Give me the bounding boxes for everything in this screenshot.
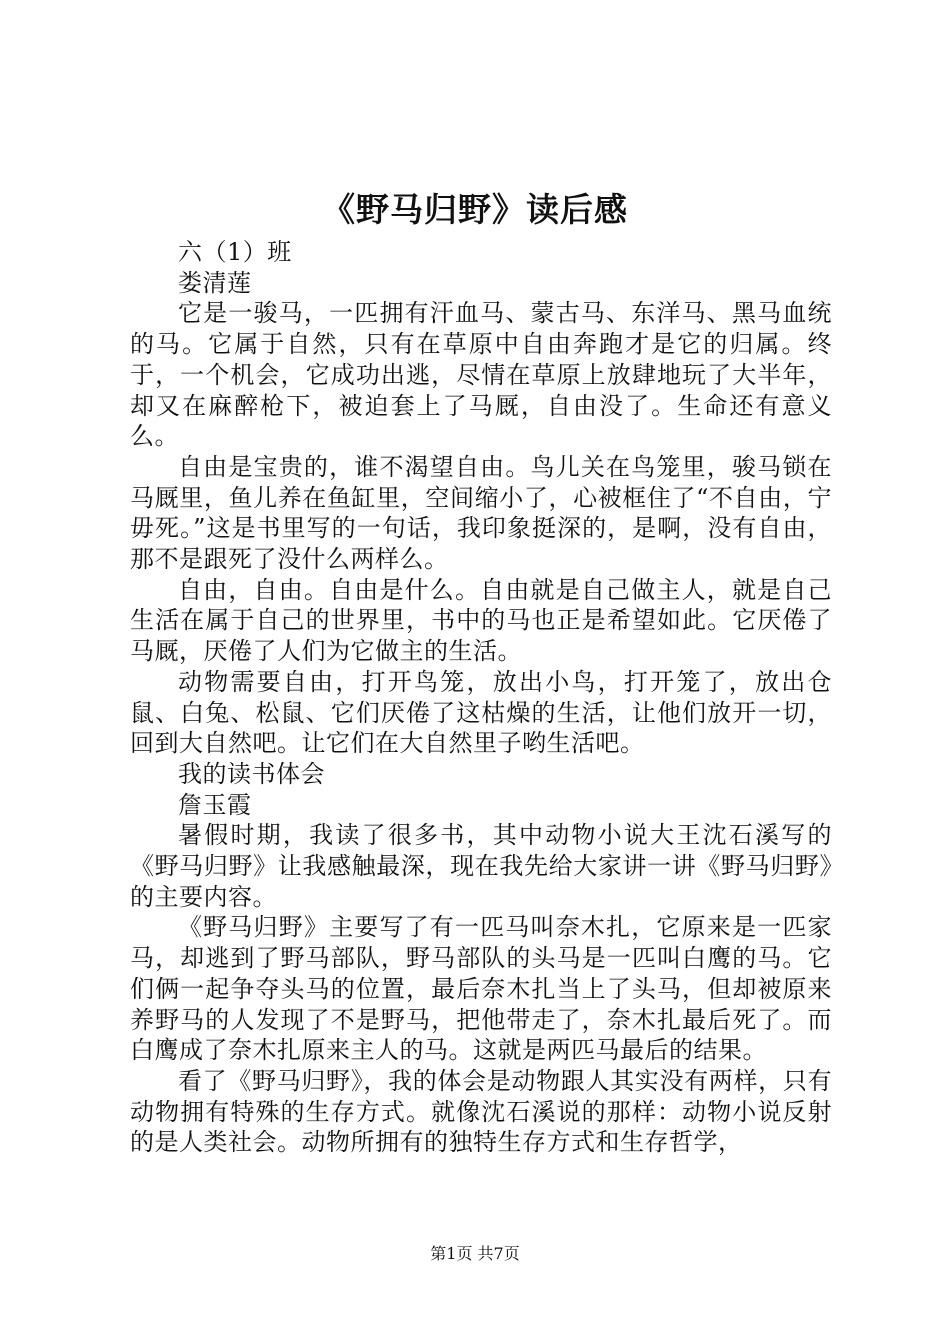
document-body <box>130 237 832 1158</box>
paragraph: 暑假时期，我读了很多书，其中动物小说大王沈石溪写的《野马归野》让我感触最深，现在我先给大家讲一讲《野马归野》的主要内容。 <box>130 821 832 911</box>
author-name: 詹玉霞 <box>178 790 252 819</box>
author-name: 娄清莲 <box>178 268 252 297</box>
paragraph: 自由，自由。自由是什么。自由就是自己做主人，就是自己生活在属于自己的世界里，书中的马也正是希望如此。它厌倦了马厩，厌倦了人们为它做主的生活。 <box>130 575 832 666</box>
paragraph: 自由是宝贵的，谁不渴望自由。鸟儿关在鸟笼里，骏马锁在马厩里，鱼儿养在鱼缸里，空间缩小了，心被框住了“不自由，宁毋死。”这是书里写的一句话，我印象挺深的，是啊，没有自由，那不是跟死了没什么两样么。 <box>130 452 832 574</box>
document-title: 《野马归野》读后感 <box>322 190 628 229</box>
section-heading: 我的读书体会 <box>178 759 325 788</box>
paragraph: 看了《野马归野》，我的体会是动物跟人其实没有两样，只有动物拥有特殊的生存方式。就像沈石溪说的那样：动物小说反射的是人类社会。动物所拥有的独特生存方式和生存哲学， <box>130 1066 832 1157</box>
class-label: 六（1）班 <box>178 238 292 266</box>
page-number-footer: 第1页 共7页 <box>430 1244 520 1263</box>
paragraph: 动物需要自由，打开鸟笼，放出小鸟，打开笼了，放出仓鼠、白兔、松鼠、它们厌倦了这枯燥的生活，让他们放开一切，回到大自然吧。让它们在大自然里子哟生活吧。 <box>130 667 832 758</box>
paragraph: 《野马归野》主要写了有一匹马叫奈木扎，它原来是一匹家马，却逃到了野马部队，野马部队的头马是一匹叫白鹰的马。它们俩一起争夺头马的位置，最后奈木扎当上了头马，但却被原来养野马的人发现了不是野马，把他带走了，奈木扎最后死了。而白鹰成了奈木扎原来主人的马。这就是两匹马最后的结果。 <box>130 913 832 1065</box>
paragraph: 它是一骏马，一匹拥有汗血马、蒙古马、东洋马、黑马血统的马。它属于自然，只有在草原中自由奔跑才是它的归属。终于，一个机会，它成功出逃，尽情在草原上放肆地玩了大半年，却又在麻醉枪下，被迫套上了马厩，自由没了。生命还有意义么。 <box>130 299 832 451</box>
